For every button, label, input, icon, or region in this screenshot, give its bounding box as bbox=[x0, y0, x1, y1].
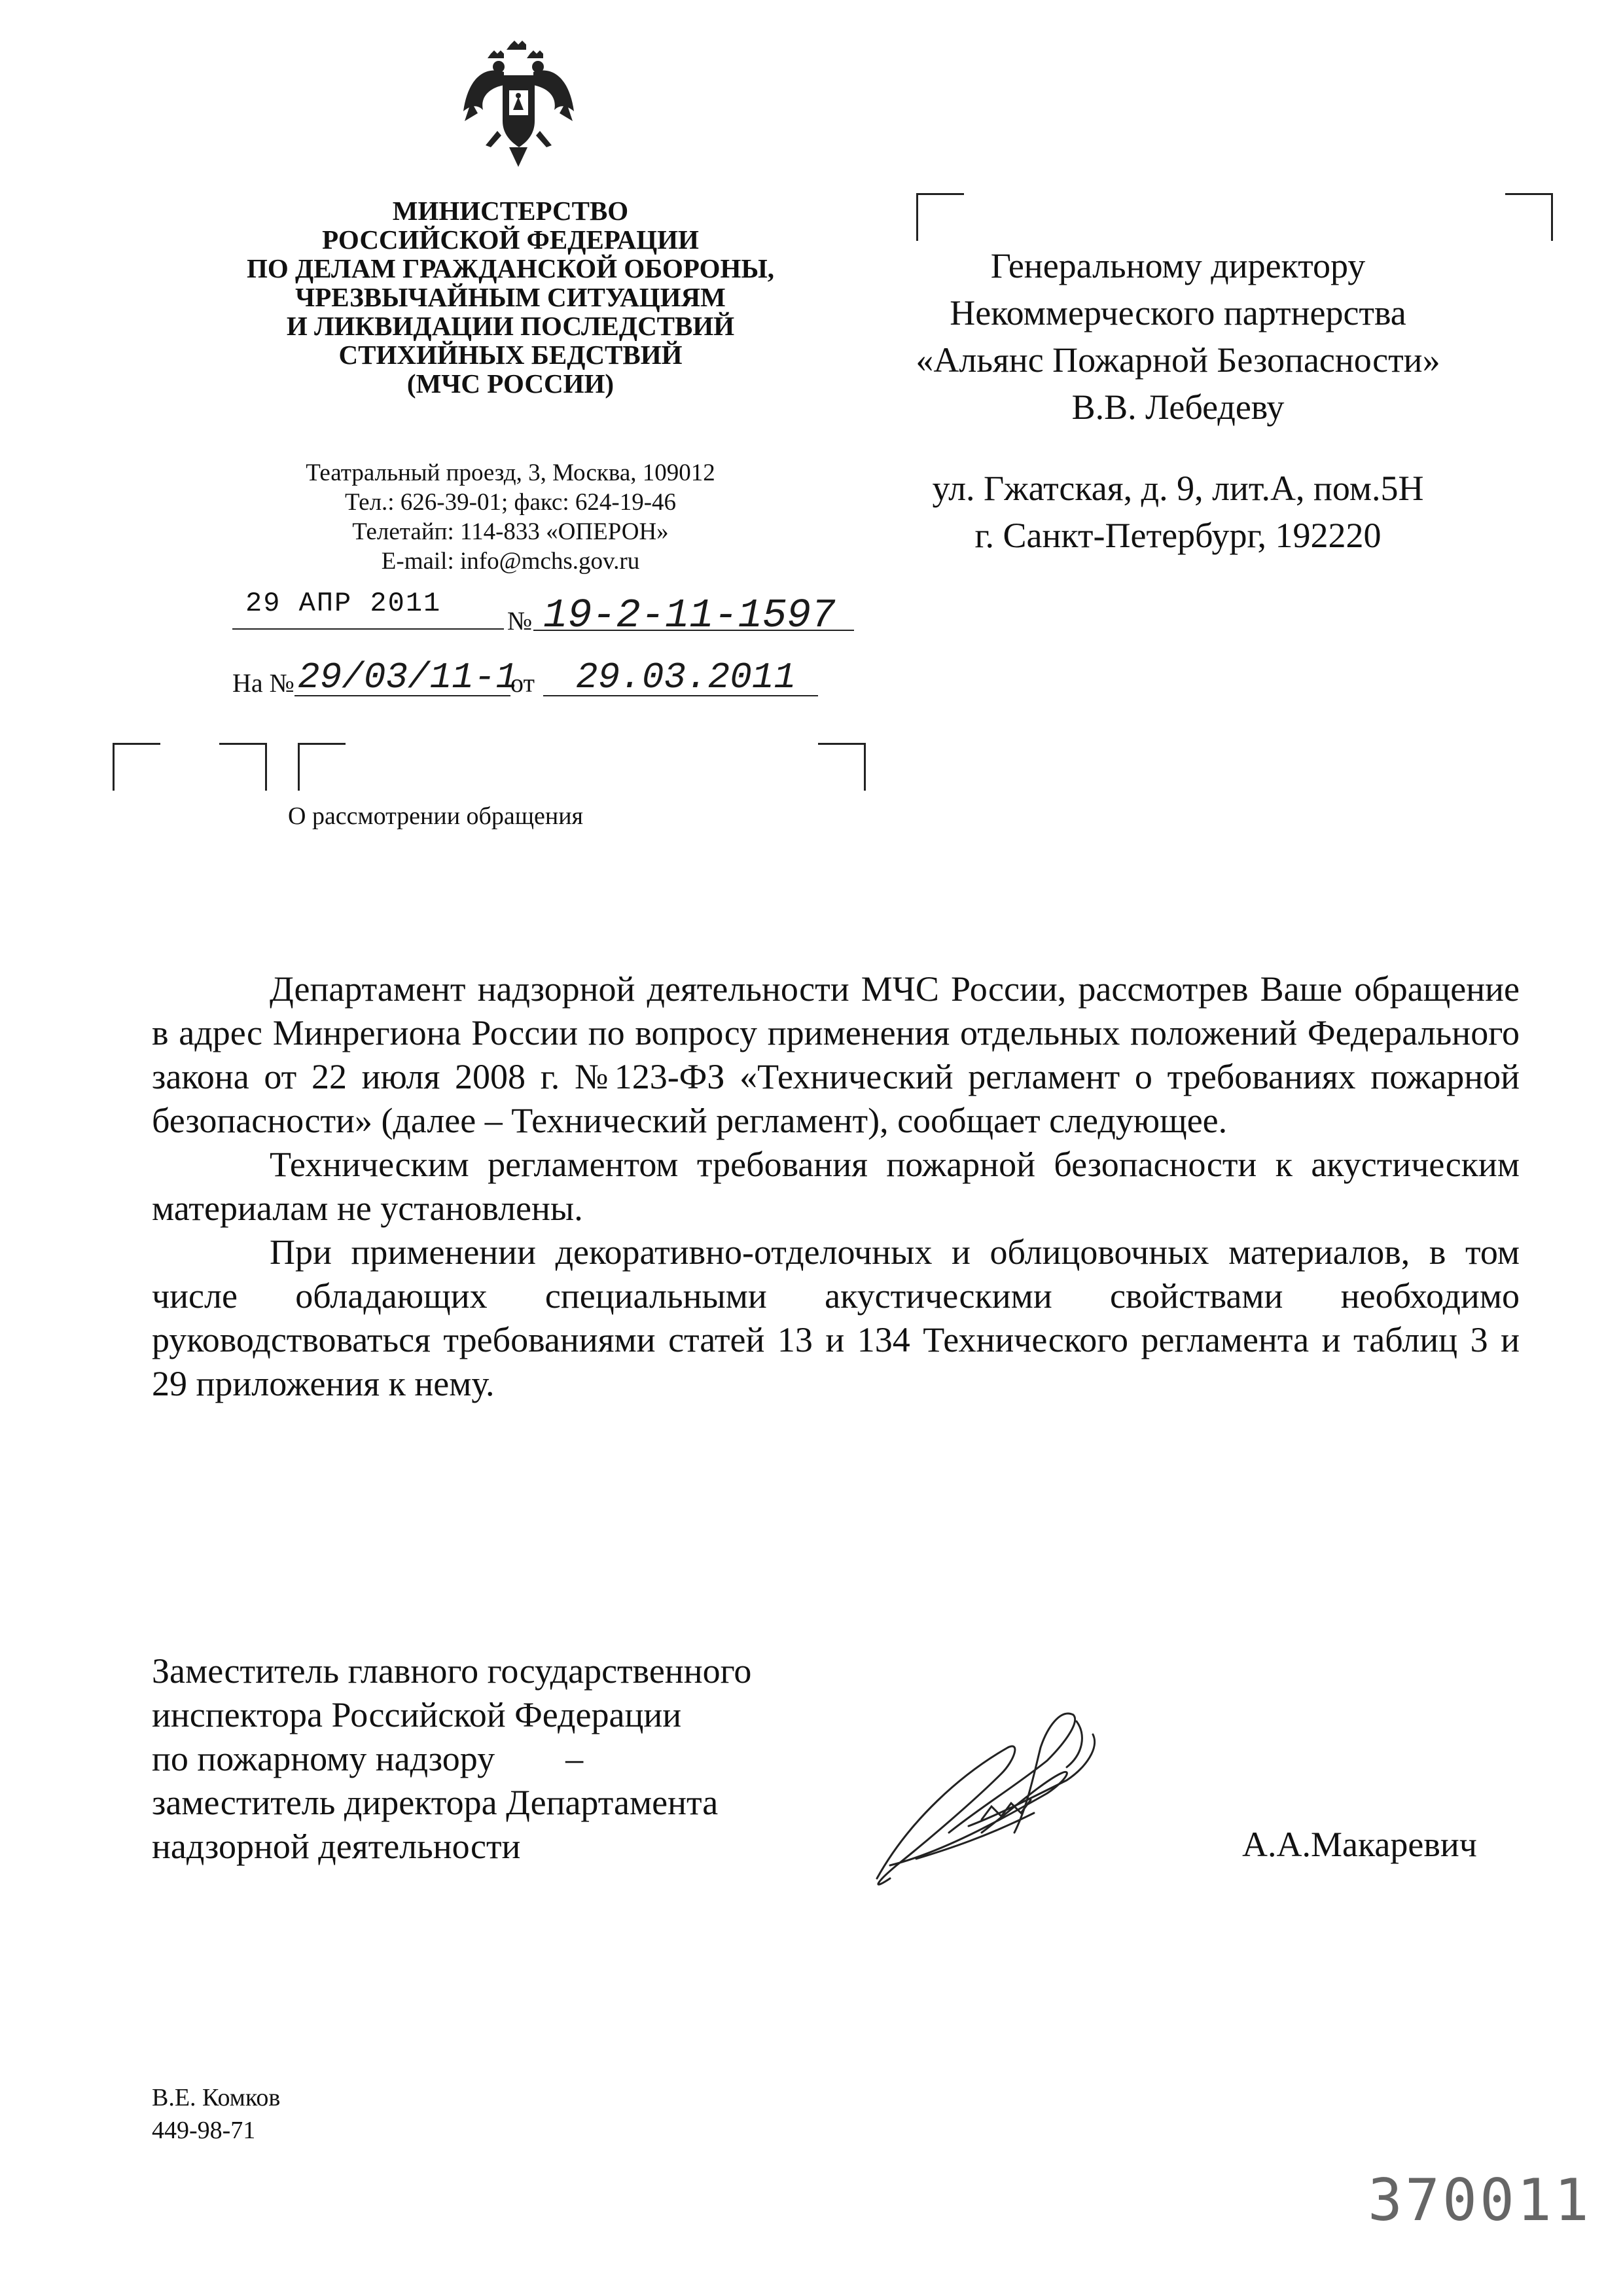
body-paragraph: Департамент надзорной деятельности МЧС России, рассмотрев Ваше обращение в адрес Минрегиона России по вопросу применения отдельных положений Федерального закона от 22 июля 2008 г. №123-ФЗ «Технический регламент о требованиях пожарной безопасности» (далее – Технический регламент), сообщает следующее. bbox=[152, 969, 1520, 1140]
handwritten-signature bbox=[851, 1702, 1126, 1898]
reply-date: 29.03.2011 bbox=[576, 656, 796, 698]
ministry-line: (МЧС РОССИИ) bbox=[406, 368, 615, 399]
reply-number-underline bbox=[294, 695, 510, 696]
ministry-line: МИНИСТЕРСТВО bbox=[392, 196, 629, 226]
letter-subject: О рассмотрении обращения bbox=[288, 802, 584, 830]
reply-label: На № bbox=[232, 668, 294, 698]
date-stamp: 29 АПР 2011 bbox=[245, 588, 442, 619]
ministry-line: СТИХИЙНЫХ БЕДСТВИЙ bbox=[338, 340, 683, 370]
body-paragraph: При применении декоративно-отделочных и облицовочных материалов, в том числе обладающих специальными акустическими свойствами необходимо руководствоваться требованиями статей 13 и 134 Технического регламента и таблиц 3 и 29 приложения к нему. bbox=[152, 1232, 1520, 1403]
corner-mark bbox=[219, 743, 267, 791]
position-line: заместитель директора Департамента bbox=[152, 1783, 719, 1822]
addressee-line: Генеральному директору bbox=[990, 246, 1366, 285]
executor-info bbox=[152, 2081, 280, 2147]
corner-mark bbox=[1505, 193, 1553, 241]
body-paragraph: Техническим регламентом требования пожарной безопасности к акустическим материалам не установлены. bbox=[152, 1145, 1520, 1228]
address-line: г. Санкт-Петербург, 192220 bbox=[974, 516, 1382, 555]
corner-mark bbox=[916, 193, 964, 241]
sender-contacts bbox=[196, 458, 825, 576]
registration-stamp-number: 370011 bbox=[1368, 2166, 1592, 2234]
letter-body bbox=[152, 967, 1520, 1406]
signatory-position bbox=[152, 1649, 751, 1869]
contact-line: Телетайп: 114-833 «ОПЕРОН» bbox=[352, 518, 669, 545]
addressee-line: Некоммерческого партнерства bbox=[950, 293, 1406, 332]
corner-mark bbox=[298, 743, 346, 791]
position-line: инспектора Российской Федерации bbox=[152, 1695, 682, 1734]
coat-of-arms-emblem bbox=[458, 39, 579, 173]
contact-line: Театральный проезд, 3, Москва, 109012 bbox=[306, 459, 715, 486]
executor-phone: 449-98-71 bbox=[152, 2117, 256, 2144]
address-line: ул. Гжатская, д. 9, лит.А, пом.5Н bbox=[932, 469, 1424, 508]
reply-from-label: от bbox=[510, 668, 535, 698]
addressee-line: «Альянс Пожарной Безопасности» bbox=[916, 340, 1440, 380]
reply-number: 29/03/11-1 bbox=[298, 656, 518, 698]
position-line: надзорной деятельности bbox=[152, 1827, 521, 1866]
contact-line: E-mail: info@mchs.gov.ru bbox=[381, 548, 640, 575]
ministry-line: ЧРЕЗВЫЧАЙНЫМ СИТУАЦИЯМ bbox=[295, 282, 726, 312]
ministry-line: РОССИЙСКОЙ ФЕДЕРАЦИИ bbox=[322, 224, 699, 255]
corner-mark bbox=[113, 743, 160, 791]
position-line: Заместитель главного государственного bbox=[152, 1651, 752, 1691]
corner-mark bbox=[818, 743, 866, 791]
executor-name: В.Е. Комков bbox=[152, 2084, 281, 2111]
outgoing-number: 19-2-11-1597 bbox=[543, 592, 836, 639]
addressee-line: В.В. Лебедеву bbox=[1071, 387, 1285, 427]
number-underline bbox=[533, 630, 854, 631]
addressee-address bbox=[864, 465, 1492, 559]
date-underline bbox=[232, 628, 504, 630]
number-label: № bbox=[507, 606, 533, 636]
ministry-header bbox=[196, 196, 825, 398]
position-line: по пожарному надзору – bbox=[152, 1739, 584, 1778]
addressee-block bbox=[864, 242, 1492, 431]
contact-line: Тел.: 626-39-01; факс: 624-19-46 bbox=[344, 489, 677, 516]
reply-date-underline bbox=[543, 695, 818, 696]
signatory-name: А.А.Макаревич bbox=[1242, 1825, 1477, 1864]
ministry-line: ПО ДЕЛАМ ГРАЖДАНСКОЙ ОБОРОНЫ, bbox=[247, 253, 774, 283]
ministry-line: И ЛИКВИДАЦИИ ПОСЛЕДСТВИЙ bbox=[286, 311, 735, 341]
